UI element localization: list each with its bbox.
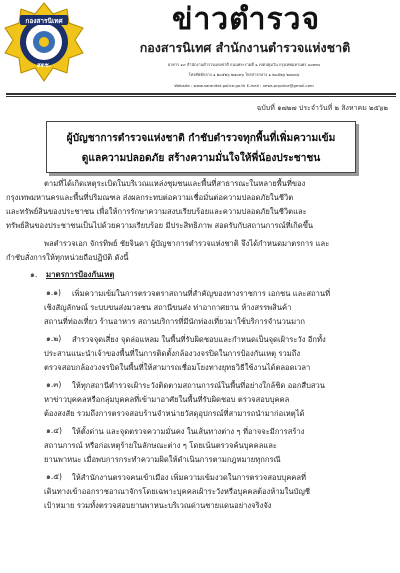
item-line: สถานที่ท่องเที่ยว ร้านอาหาร สถานบริการที่มีนักท่องเที่ยวมาใช้บริการจำนวนมาก bbox=[44, 317, 305, 326]
item-line: เดินทางเข้าออกราชอาณาจักรโดยเฉพาะบุคคลเฝ้าระวังหรือบุคคลต้องห้ามในบัญชี bbox=[44, 487, 310, 496]
police-pr-logo bbox=[4, 2, 84, 82]
item-number: ๑.๕) bbox=[46, 472, 62, 481]
item-line: ให้ทุกสถานีตำรวจเฝ้าระวังติดตามสถานการณ์ในพื้นที่อย่างใกล้ชิด ออกสืบสวน bbox=[72, 381, 325, 390]
intro-line: กรุงเทพมหานครและพื้นที่ปริมณฑล ส่งผลกระทบต่อความเชื่อมั่นต่อความปลอดภัยในชีวิต bbox=[6, 193, 294, 202]
item-line: ให้ตั้งด่าน และจุดตรวจความมั่นคง ในเส้นทางต่าง ๆ ที่อาจจะมีการสร้าง bbox=[72, 427, 305, 436]
item-line: ตรวจสอบกล้องวงจรปิดในพื้นที่ให้สามารถเชื่อมโยงทางยุทธวิธีใช้งานได้ตลอดเวลา bbox=[44, 363, 311, 372]
phone-line: โทรศัพท์กลาง ๑ ๒๐๕๒๖ ๒๗๐๓๖ โทรสารกลาง ๑ ๒๐๕๒๖ ๒๗๐๓๖ bbox=[188, 72, 300, 77]
section-number: ๑. bbox=[30, 270, 38, 279]
contact-web-email: Website : www.saranitet.police.go.th E-mail : news.prpolice@gmail.com bbox=[174, 83, 314, 88]
agency-name: กองสารนิเทศ สำนักงานตำรวจแห่งชาติ bbox=[139, 40, 351, 55]
page-title: ข่าวตำรวจ bbox=[171, 2, 321, 37]
address-line: อาคาร ๑๙ สำนักงานตำรวจแห่งชาติ ถนนพระรามที่ ๑ เขตปทุมวัน กรุงเทพมหานคร ๑๐๓๓๐ bbox=[167, 62, 321, 67]
header-divider-thin bbox=[6, 96, 396, 97]
intro-line: ทรัพย์สินของประชาชนเป็นไปด้วยความเรียบร้อย มีประสิทธิภาพ สอดรับกับสถานการณ์ที่เกิดขึ้น bbox=[6, 221, 314, 230]
item-number: ๑.๑) bbox=[46, 288, 62, 297]
headline-line-2: ดูแลความปลอดภัย สร้างความมั่นใจให้พี่น้องประชาชน bbox=[81, 153, 321, 164]
item-line: ให้สำนักงานตรวจคนเข้าเมือง เพิ่มความเข้มงวดในการตรวจสอบบุคคลที่ bbox=[72, 473, 307, 482]
svg-text:กองสารนิเทศ: กองสารนิเทศ bbox=[25, 17, 63, 25]
intro-line: และทรัพย์สินของประชาชน เพื่อให้การรักษาความสงบเรียบร้อยและความปลอดภัยในชีวิตและ bbox=[6, 207, 307, 216]
intro-line: กำชับสั่งการให้ทุกหน่วยถือปฏิบัติ ดังนี้ bbox=[6, 253, 129, 262]
item-line: เชิงสัญลักษณ์ ระบบขนส่งมวลชน สถานีขนส่ง ท่าอากาศยาน ห้างสรรพสินค้า bbox=[44, 303, 292, 312]
item-line: ต้องสงสัย รวมถึงการตรวจสอบร้านจำหน่ายวัสดุอุปกรณ์ที่สามารถนำมาก่อเหตุได้ bbox=[44, 409, 305, 418]
intro-line: ตามที่ได้เกิดเหตุระเบิดในบริเวณแหล่งชุมชนและพื้นที่สาธารณะในหลายพื้นที่ของ bbox=[44, 179, 306, 188]
item-line: ยานพาหนะ เมื่อพบการกระทำความผิดให้ดำเนินการตามกฎหมายทุกกรณี bbox=[44, 455, 281, 464]
headline-box bbox=[46, 121, 356, 173]
item-number: ๑.๒) bbox=[46, 334, 62, 343]
item-line: ประสานแนะนำเจ้าของพื้นที่ในการติดตั้งกล้องวงจรปิดในการป้องกันเหตุ รวมถึง bbox=[44, 349, 301, 358]
item-number: ๑.๔) bbox=[46, 426, 62, 435]
headline-line-1: ผู้บัญชาการตำรวจแห่งชาติ กำชับตำรวจทุกพื้นที่เพิ่มความเข้ม bbox=[66, 133, 336, 144]
item-line: เพิ่มความเข้มในการตรวจตราสถานที่สำคัญของทางราชการ เอกชน และสถานที่ bbox=[72, 289, 331, 298]
item-line: หาข่าวบุคคลหรือกลุ่มบุคคลที่เข้ามาอาศัยในพื้นที่รับผิดชอบ ตรวจสอบบุคคล bbox=[44, 395, 290, 404]
section-title: มาตรการป้องกันเหตุ bbox=[46, 270, 115, 279]
svg-text:สตช.: สตช. bbox=[37, 62, 51, 69]
item-line: เป้าหมาย รวมทั้งตรวจสอบยานพาหนะบริเวณด่านชายแดนอย่างจริงจัง bbox=[44, 501, 272, 510]
issue-number-date: ฉบับที่ ๑๗๒๗ ประจำวันที่ ๒ สิงหาคม ๒๕๖๒ bbox=[256, 104, 388, 112]
item-line: สถานการณ์ หรือก่อเหตุร้ายในลักษณะต่าง ๆ โดยเน้นตรวจค้นบุคคลและ bbox=[44, 441, 277, 450]
item-number: ๑.๓) bbox=[46, 380, 62, 389]
item-line: สำรวจจุดเสี่ยง จุดล่อแหลม ในพื้นที่รับผิดชอบและกำหนดเป็นจุดเฝ้าระวัง อีกทั้ง bbox=[72, 335, 326, 344]
intro-line: พลตำรวจเอก จักรทิพย์ ชัยจินดา ผู้บัญชาการตำรวจแห่งชาติ จึงได้กำหนดมาตรการ และ bbox=[44, 239, 330, 248]
header-divider bbox=[6, 93, 396, 95]
